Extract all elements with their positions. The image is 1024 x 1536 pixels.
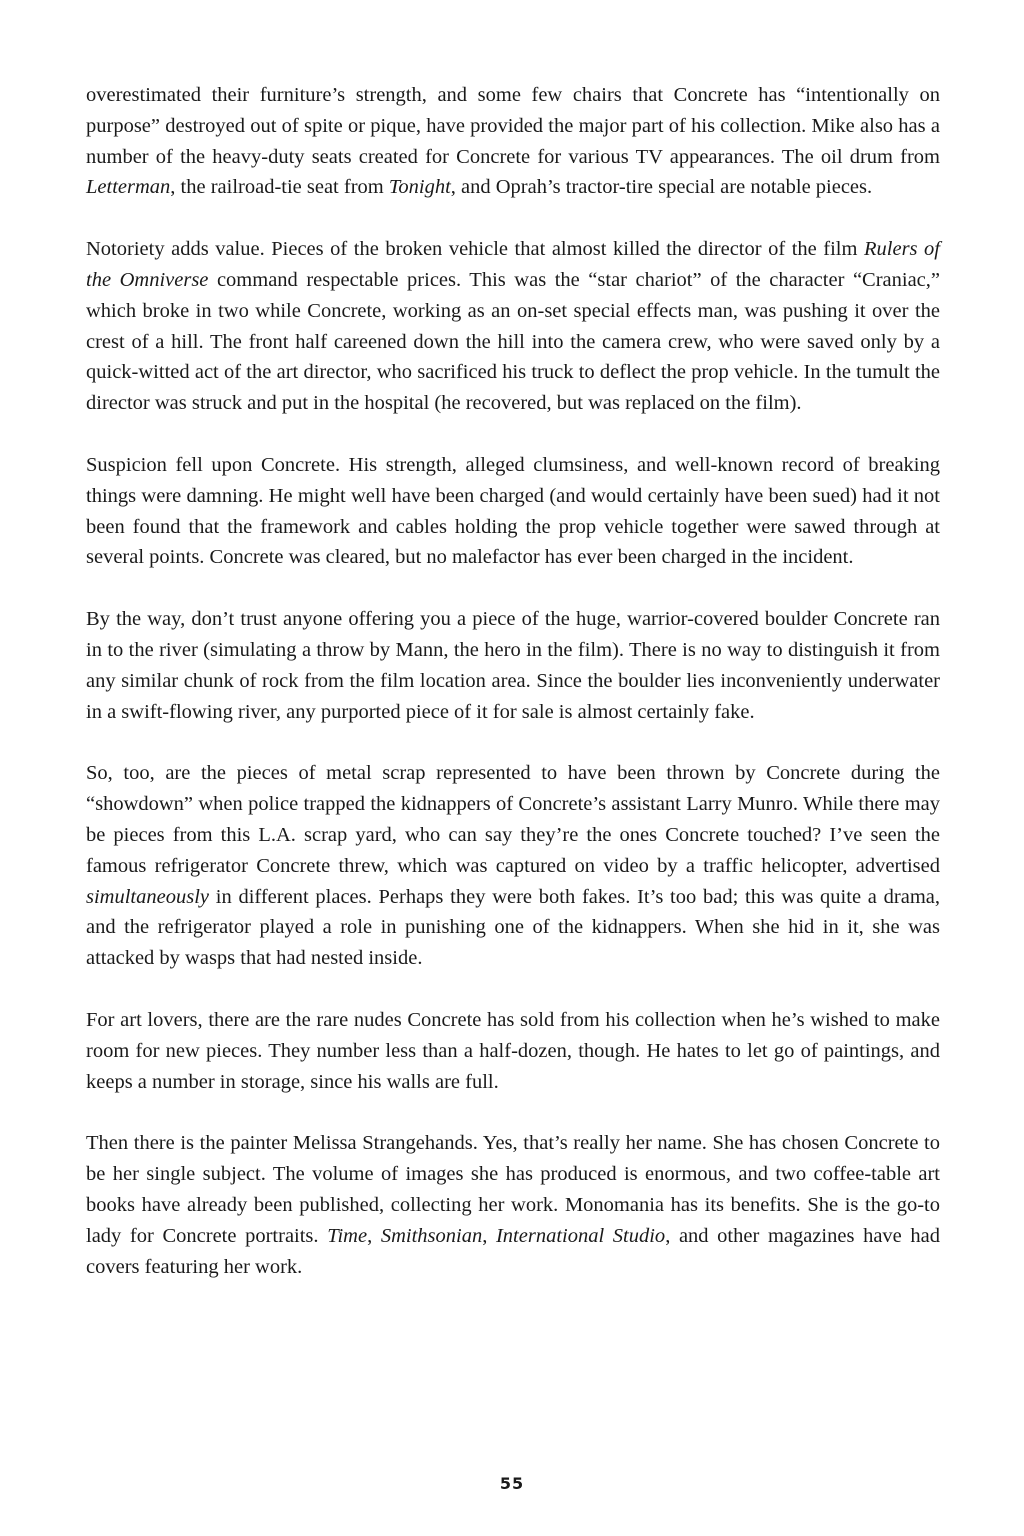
italic-title: Time	[327, 1224, 368, 1247]
page-body	[86, 80, 940, 1282]
paragraph-metal-scrap: So, too, are the pieces of metal scrap represented to have been thrown by Concrete during the “showdown” when police trapped the kidnappers of Concrete’s assistant Larry Munro. While there may be pieces from this L.A. scrap yard, who can say they’re the ones Concrete touched? I’ve seen the famous refrigerator Concrete threw, which was captured on video by a traffic helicopter, advertised simultaneously in different places. Perhaps they were both fakes. It’s too bad; this was quite a drama, and the refrigerator played a role in punishing one of the kidnappers. When she hid in it, she was attacked by wasps that had nested inside.	[86, 762, 940, 970]
italic-title: Letterman	[86, 176, 171, 199]
paragraph-art-lovers: For art lovers, there are the rare nudes Concrete has sold from his collection when he’s wished to make room for new pieces. They number less than a half-dozen, though. He hates to let go of paintings, and keeps a number in storage, since his walls are full.	[86, 1008, 940, 1093]
italic-title: Smithsonian	[380, 1224, 483, 1247]
paragraph-notoriety: Notoriety adds value. Pieces of the broken vehicle that almost killed the director of the film Rulers of the Omniverse command respectable prices. This was the “star chariot” of the character “Craniac,” which broke in two while Concrete, working as an on-set special effects man, was pushing it over the crest of a hill. The front half careened down the hill into the camera crew, who were saved only by a quick-witted act of the art director, who sacrificed his truck to deflect the prop vehicle. In the tumult the director was struck and put in the hospital (he recovered, but was replaced on the film).	[86, 238, 941, 415]
paragraph-melissa-strangehands: Then there is the painter Melissa Strangehands. Yes, that’s really her name. She has chosen Concrete to be her single subject. The volume of images she has produced is enormous, and two coffee-table art books have already been published, collecting her work. Monomania has its benefits. She is the go-to lady for Concrete portraits. Time, Smithsonian, International Studio, and other magazines have had covers featuring her work.	[86, 1132, 941, 1278]
paragraph-boulder: By the way, don’t trust anyone offering you a piece of the huge, warrior-covered boulder Concrete ran in to the river (simulating a throw by Mann, the hero in the film). There is no way to distinguish it from any similar chunk of rock from the film location area. Since the boulder lies inconveniently underwater in a swift-flowing river, any purported piece of it for sale is almost certainly fake.	[86, 608, 940, 723]
page-number: 55	[499, 1474, 525, 1493]
italic-title: simultaneously	[86, 885, 209, 908]
italic-title: Tonight	[388, 176, 451, 199]
paragraph-furniture-collection: overestimated their furniture’s strength, and some few chairs that Concrete has “intentionally on purpose” destroyed out of spite or pique, have provided the major part of his collection. Mike also has a number of the heavy-duty seats created for Concrete for various TV appearances. The oil drum from Letterman, the railroad-tie seat from Tonight, and Oprah’s tractor-tire special are notable pieces.	[86, 84, 940, 199]
paragraph-suspicion: Suspicion fell upon Concrete. His strength, alleged clumsiness, and well-known record of breaking things were damning. He might well have been charged (and would certainly have been sued) had it not been found that the framework and cables holding the prop vehicle together were sawed through at several points. Concrete was cleared, but no malefactor has ever been charged in the incident.	[86, 453, 940, 569]
italic-title: International Studio	[495, 1224, 666, 1247]
italic-title: Rulers of the Omniverse	[86, 238, 941, 291]
